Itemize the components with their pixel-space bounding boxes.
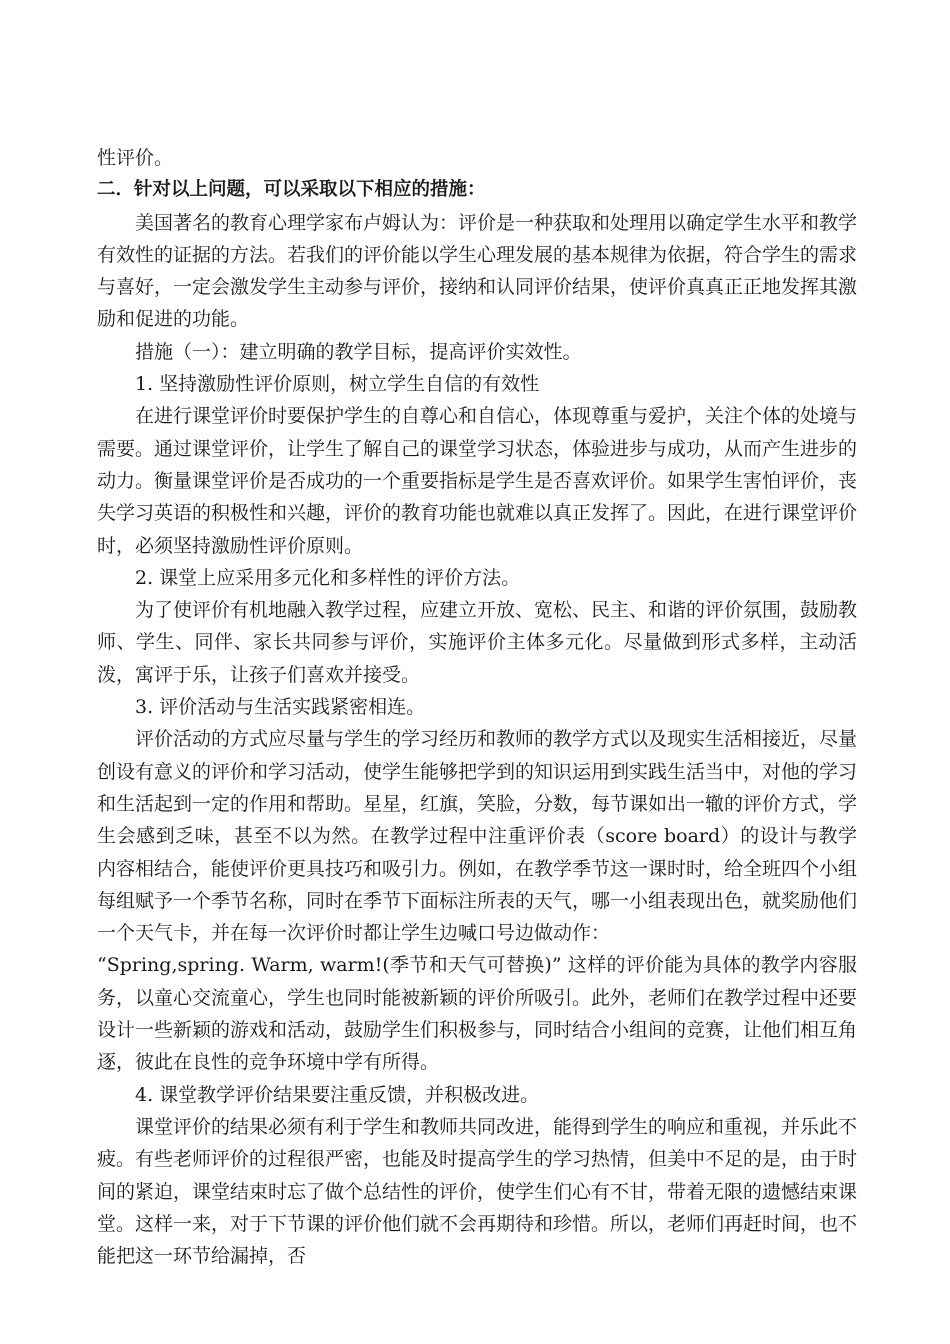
paragraph-diverse-evaluation: 为了使评价有机地融入教学过程，应建立开放、宽松、民主、和谐的评价氛围，鼓励教师、学生、同伴、家长共同参与评价，实施评价主体多元化。尽量做到形式多样，主动活泼，寓评于乐，让孩子们喜欢并接受。 bbox=[97, 599, 858, 686]
paragraph-encouraging-evaluation: 在进行课堂评价时要保护学生的自尊心和自信心，体现尊重与爱护，关注个体的处境与需要。通过课堂评价，让学生了解自己的课堂学习状态，体验进步与成功，从而产生进步的动力。衡量课堂评价是否成功的一个重要指标是学生是否喜欢评价。如果学生害怕评价，丧失学习英语的积极性和兴趣，评价的教育功能也就难以真正发挥了。因此，在进行课堂评价时，必须坚持激励性评价原则。 bbox=[97, 405, 858, 557]
paragraph-spring-example: “Spring,spring. Warm, warm!(季节和天气可替换)” 这样的评价能为具体的教学内容服务，以童心交流童心，学生也同时能被新颖的评价所吸引。此外，老师们在教学过程中还要设计一些新颖的游戏和活动，鼓励学生们积极参与，同时结合小组间的竞赛，让他们相互角逐，彼此在良性的竞争环境中学有所得。 bbox=[97, 954, 858, 1074]
measure-one-title: 措施（一）：建立明确的教学目标，提高评价实效性。 bbox=[135, 340, 582, 363]
paragraph-continuation: 性评价。 bbox=[97, 147, 174, 169]
subheading-1: 1. 坚持激励性评价原则，树立学生自信的有效性 bbox=[135, 373, 540, 396]
subheading-3: 3. 评价活动与生活实践紧密相连。 bbox=[135, 696, 426, 719]
subheading-2: 2. 课堂上应采用多元化和多样性的评价方法。 bbox=[135, 566, 521, 589]
paragraph-life-practice: 评价活动的方式应尽量与学生的学习经历和教师的教学方式以及现实生活相接近，尽量创设有意义的评价和学习活动，使学生能够把学到的知识运用到实践生活当中，对他的学习和生活起到一定的作用和帮助。星星，红旗，笑脸，分数，每节课如出一辙的评价方式，学生会感到乏味，甚至不以为然。在教学过程中注重评价表（score board）的设计与教学内容相结合，能使评价更具技巧和吸引力。例如，在教学季节这一课时时，给全班四个小组每组赋予一个季节名称，同时在季节下面标注所表的天气，哪一小组表现出色，就奖励他们一个天气卡，并在每一次评价时都让学生边喊口号边做动作： bbox=[97, 728, 858, 945]
document-body bbox=[97, 142, 857, 1272]
paragraph-feedback: 课堂评价的结果必须有利于学生和教师共同改进，能得到学生的响应和重视，并乐此不疲。有些老师评价的过程很严密，也能及时提高学生的学习热情，但美中不足的是，由于时间的紧迫，课堂结束时忘了做个总结性的评价，使学生们心有不甘，带着无限的遗憾结束课堂。这样一来，对于下节课的评价他们就不会再期待和珍惜。所以，老师们再赶时间，也不能把这一环节给漏掉，否 bbox=[97, 1115, 858, 1268]
paragraph-bloom-definition: 美国著名的教育心理学家布卢姆认为：评价是一种获取和处理用以确定学生水平和教学有效性的证据的方法。若我们的评价能以学生心理发展的基本规律为依据，符合学生的需求与喜好，一定会激发学生主动参与评价，接纳和认同评价结果，使评价真真正正地发挥其激励和促进的功能。 bbox=[97, 211, 858, 331]
section-heading: 二．针对以上问题，可以采取以下相应的措施： bbox=[97, 179, 486, 201]
subheading-4: 4. 课堂教学评价结果要注重反馈，并积极改进。 bbox=[135, 1083, 540, 1106]
